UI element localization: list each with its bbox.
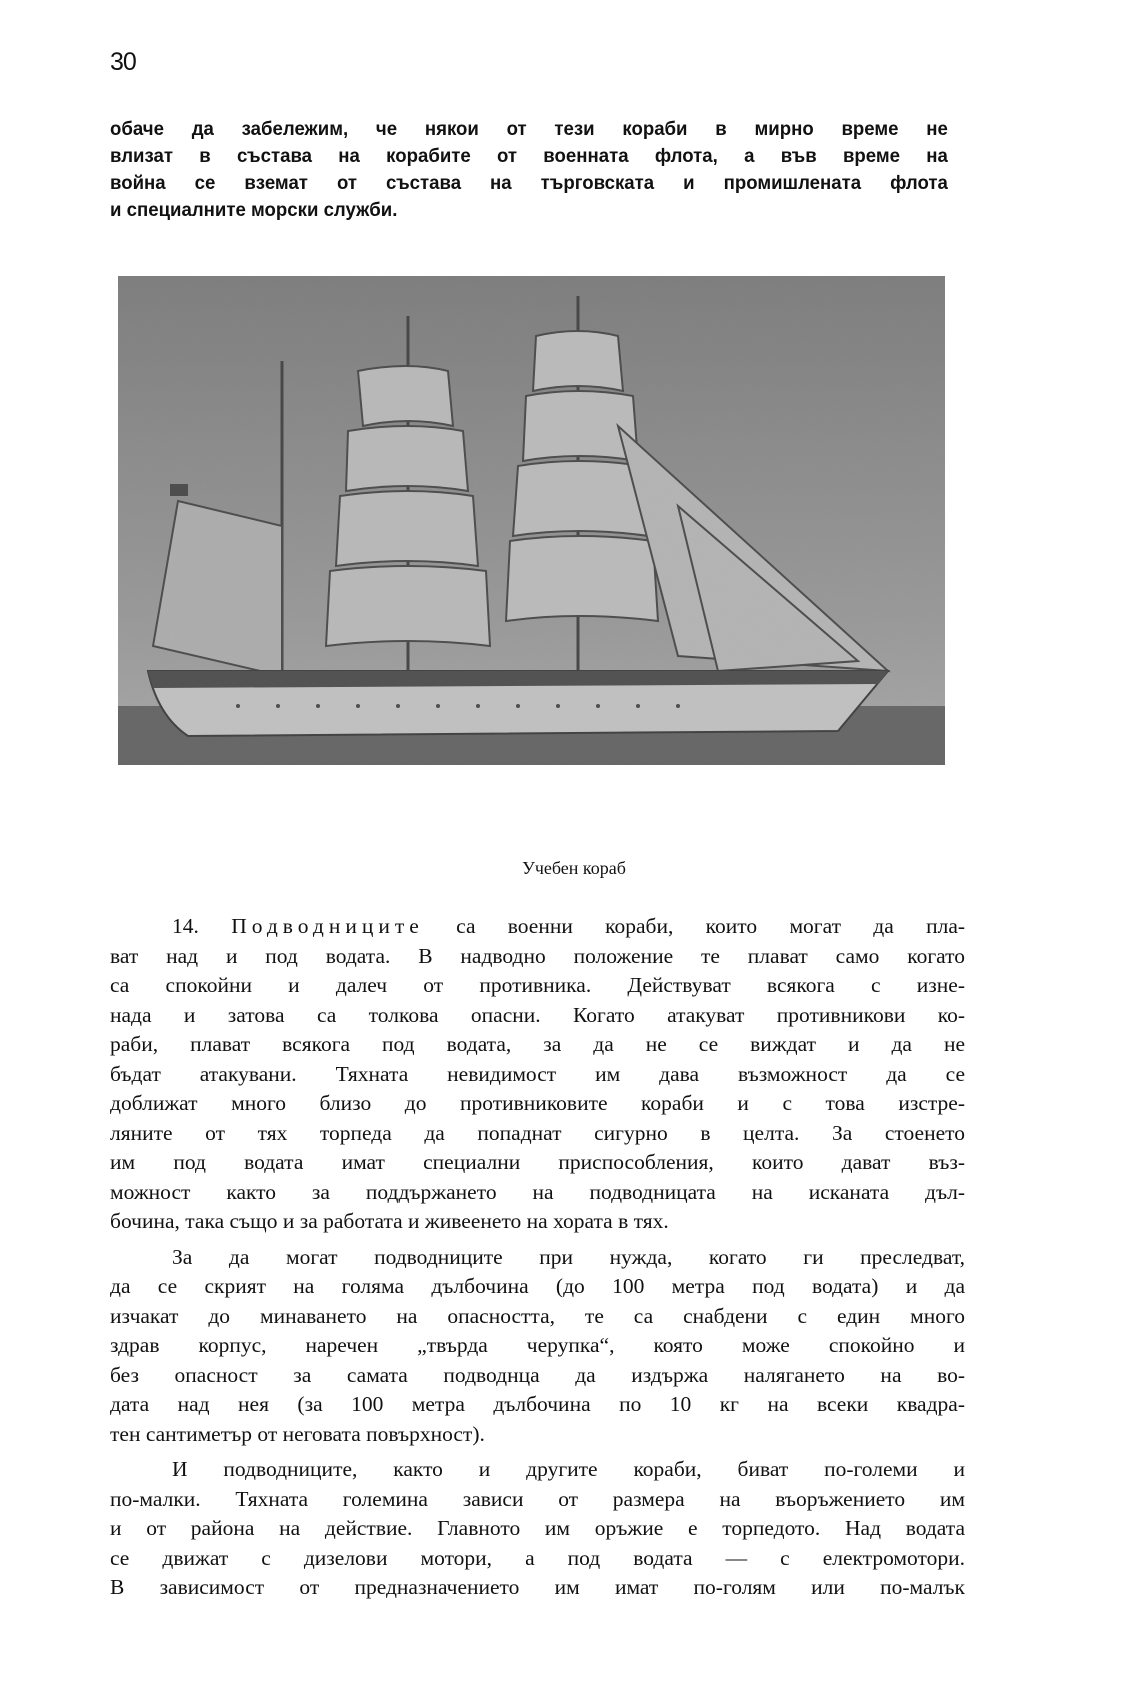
text-line: война се вземат от състава на търговската и промишлената флота	[110, 173, 948, 194]
sailing-ship-image	[118, 276, 945, 765]
text-line: В зависимост от предназначението им имат по-голям или по-малък	[110, 1575, 965, 1599]
text-line: раби, плават всякога под водата, за да не се виждат и да не	[110, 1032, 965, 1056]
text-line: тен сантиметър от неговата повърхност).	[110, 1421, 485, 1446]
text-line: са спокойни и далеч от противника. Действуват всякога с изне-	[110, 973, 965, 997]
text-line: здрав корпус, наречен „твърда черупка“, която може спокойно и	[110, 1333, 965, 1357]
intro-paragraph	[110, 116, 965, 224]
text-line: ляните от тях торпеда да попаднат сигурно в целта. За стоенето	[110, 1120, 965, 1145]
text-line: и специалните морски служби.	[110, 200, 398, 221]
text-line: влизат в състава на корабите от военната флота, а във време на	[110, 146, 948, 167]
text-line: доближат много близо до противниковите кораби и с това изстре-	[110, 1091, 965, 1115]
text-line: И подводниците, както и другите кораби, биват по-големи и	[172, 1457, 965, 1481]
text-line: без опасност за самата подводнца да издържа налягането на во-	[110, 1362, 965, 1387]
text-line: дата над нея (за 100 метра дълбочина по 10 кг на всеки квадра-	[110, 1392, 965, 1416]
figure-caption: Учебен кораб	[522, 858, 626, 878]
heading-line-rest: са военни кораби, които могат да пла-	[456, 914, 966, 938]
section-heading-line	[110, 912, 965, 942]
text-line: им под водата имат специални приспособления, които дават въз-	[110, 1150, 965, 1174]
text-line: да се скрият на голяма дълбочина (до 100 метра под водата) и да	[110, 1274, 965, 1298]
text-line: За да могат подводниците при нужда, когато ги преследват,	[172, 1244, 965, 1269]
text-line: и от района на действие. Главното им оръжие е торпедото. Над водата	[110, 1516, 965, 1540]
text-line: се движат с дизелови мотори, а под водата — с електромотори.	[110, 1545, 965, 1570]
text-line: изчакат до минаването на опасността, те са снабдени с един много	[110, 1303, 965, 1328]
text-line: обаче да забележим, че някои от тези кораби в мирно време не	[110, 119, 948, 140]
text-line: бъдат атакувани. Тяхната невидимост им дава възможност да се	[110, 1061, 965, 1086]
text-line: по-малки. Тяхната големина зависи от размера на въоръжението им	[110, 1486, 965, 1511]
page-number: 30	[110, 48, 136, 76]
text-line: можност както за поддържането на подводницата на исканата дъл-	[110, 1179, 965, 1204]
section-14	[110, 912, 965, 1603]
text-line: нада и затова са толкова опасни. Когато атакуват противникови ко-	[110, 1002, 965, 1027]
text-line: бочина, така също и за работата и живеенето на хората в тях.	[110, 1209, 669, 1233]
section-heading: Подводниците	[231, 914, 424, 938]
text-line: ват над и под водата. В надводно положение те плават само когато	[110, 943, 965, 968]
ship-photo	[118, 276, 945, 765]
section-number: 14.	[172, 914, 199, 938]
